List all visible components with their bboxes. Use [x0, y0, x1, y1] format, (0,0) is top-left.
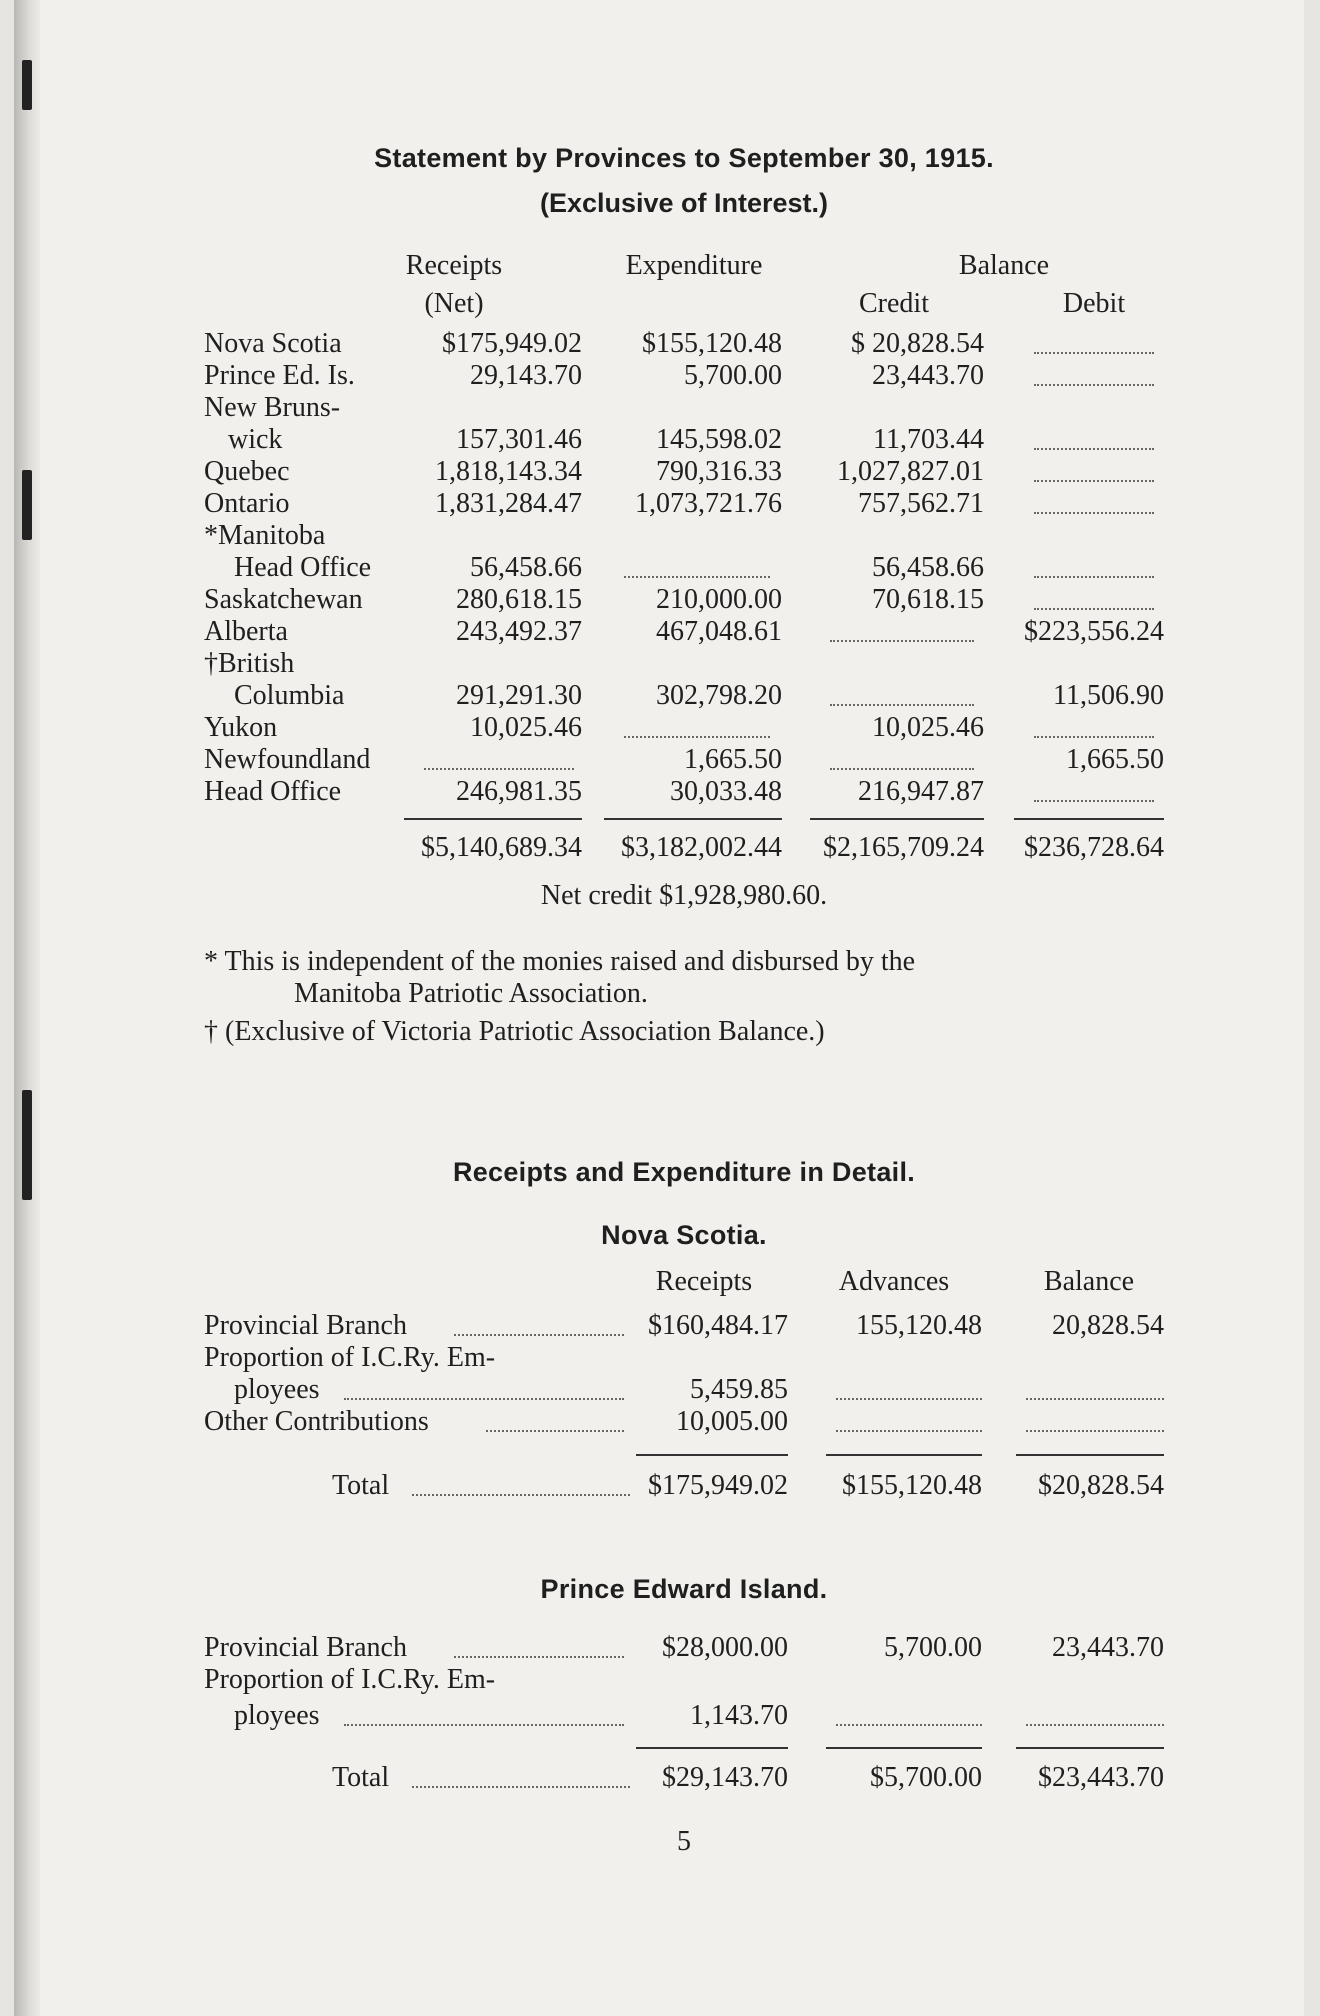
leader-dots — [1034, 448, 1154, 450]
cell-receipts: 56,458.66 — [470, 552, 582, 583]
footnote-star: * This is independent of the monies raised and disbursed by the — [204, 946, 916, 977]
cell-receipts: 291,291.30 — [456, 680, 582, 711]
cell-receipts: 1,818,143.34 — [435, 456, 582, 487]
row-label: †British — [204, 648, 295, 679]
footnote-dagger: † (Exclusive of Victoria Patriotic Association Balance.) — [204, 1016, 825, 1047]
cell-expenditure: 1,073,721.76 — [635, 488, 782, 519]
row-label: Newfoundland — [204, 744, 371, 775]
leader-dots — [412, 1494, 630, 1496]
header-receipts: Receipts — [405, 250, 503, 281]
binding-clip — [22, 470, 32, 540]
row-label: Columbia — [234, 680, 345, 711]
leader-dots — [1026, 1430, 1164, 1432]
pei-title: Prince Edward Island. — [540, 1574, 828, 1604]
cell-credit: 11,703.44 — [873, 424, 984, 455]
leader-dots — [624, 736, 770, 738]
cell-expenditure: 467,048.61 — [656, 616, 782, 647]
binding-clip — [22, 60, 32, 110]
leader-dots — [836, 1398, 982, 1400]
ns-total-receipts: $175,949.02 — [648, 1470, 788, 1501]
cell-credit: 10,025.46 — [872, 712, 984, 743]
leader-dots — [836, 1430, 982, 1432]
leader-dots — [1026, 1724, 1164, 1726]
cell-debit: 1,665.50 — [1066, 744, 1164, 775]
statement-row — [204, 712, 1164, 744]
cell-expenditure: 210,000.00 — [656, 584, 782, 615]
page-spine — [14, 0, 40, 2016]
leader-dots — [1034, 512, 1154, 514]
pei-total-row — [204, 1762, 1164, 1794]
ns-header-balance: Balance — [1043, 1266, 1135, 1297]
row-label: ployees — [234, 1700, 320, 1731]
total-credit: $2,165,709.24 — [823, 832, 984, 863]
ns-header-receipts: Receipts — [655, 1266, 753, 1297]
ns-total-rule — [636, 1454, 788, 1456]
row-label: Quebec — [204, 456, 290, 487]
cell-receipts: 157,301.46 — [456, 424, 582, 455]
ns-total-rule — [826, 1454, 982, 1456]
leader-dots — [1034, 576, 1154, 578]
leader-dots — [424, 768, 574, 770]
total-receipts: $5,140,689.34 — [421, 832, 582, 863]
pei-total-advances: $5,700.00 — [870, 1762, 982, 1793]
cell-receipts: 246,981.35 — [456, 776, 582, 807]
detail-row — [204, 1664, 1164, 1696]
ns-total-label: Total — [332, 1470, 390, 1501]
leader-dots — [344, 1398, 624, 1400]
detail-row — [204, 1310, 1164, 1342]
leader-dots — [624, 576, 770, 578]
detail-row — [204, 1700, 1164, 1732]
cell-expenditure: 790,316.33 — [656, 456, 782, 487]
cell-receipts: 280,618.15 — [456, 584, 582, 615]
statement-title: Statement by Provinces to September 30, 1915. — [374, 143, 994, 173]
header-balance: Balance — [958, 250, 1050, 281]
statement-row — [204, 456, 1164, 488]
statement-row — [204, 648, 1164, 680]
leader-dots — [1034, 736, 1154, 738]
leader-dots — [1026, 1398, 1164, 1400]
cell-receipts: $28,000.00 — [662, 1632, 788, 1663]
cell-expenditure: 302,798.20 — [656, 680, 782, 711]
leader-dots — [454, 1334, 624, 1336]
cell-receipts: 5,459.85 — [690, 1374, 788, 1405]
statement-row — [204, 328, 1164, 360]
cell-advances: 5,700.00 — [884, 1632, 982, 1663]
statement-row — [204, 392, 1164, 424]
detail-row — [204, 1632, 1164, 1664]
cell-receipts: $175,949.02 — [442, 328, 582, 359]
binding-clip — [22, 1090, 32, 1200]
statement-row — [204, 616, 1164, 648]
footnote-star-cont: Manitoba Patriotic Association. — [294, 978, 648, 1009]
row-label: wick — [228, 424, 283, 455]
ns-total-balance: $20,828.54 — [1038, 1470, 1164, 1501]
ns-total-advances: $155,120.48 — [842, 1470, 982, 1501]
cell-expenditure: 145,598.02 — [656, 424, 782, 455]
ns-header-advances: Advances — [838, 1266, 950, 1297]
cell-receipts: 10,025.46 — [470, 712, 582, 743]
leader-dots — [836, 1724, 982, 1726]
document-page — [14, 0, 1304, 2016]
row-label: Provincial Branch — [204, 1310, 407, 1341]
leader-dots — [344, 1724, 624, 1726]
leader-dots — [1034, 800, 1154, 802]
nova-scotia-title: Nova Scotia. — [601, 1220, 767, 1250]
pei-total-rule — [1016, 1747, 1164, 1749]
total-rule — [404, 818, 582, 820]
cell-balance: 23,443.70 — [1052, 1632, 1164, 1663]
pei-total-rule — [826, 1747, 982, 1749]
total-debit: $236,728.64 — [1024, 832, 1164, 863]
cell-expenditure: $155,120.48 — [642, 328, 782, 359]
row-label: Other Contributions — [204, 1406, 429, 1437]
cell-expenditure: 5,700.00 — [684, 360, 782, 391]
total-rule — [1014, 818, 1164, 820]
statement-row — [204, 520, 1164, 552]
cell-expenditure: 1,665.50 — [684, 744, 782, 775]
row-label: ployees — [234, 1374, 320, 1405]
cell-credit: 70,618.15 — [872, 584, 984, 615]
statement-row — [204, 552, 1164, 584]
detail-row — [204, 1374, 1164, 1406]
cell-credit: 56,458.66 — [872, 552, 984, 583]
statement-total-row — [204, 832, 1164, 864]
row-label: Proportion of I.C.Ry. Em- — [204, 1664, 496, 1695]
statement-row — [204, 744, 1164, 776]
cell-receipts: $160,484.17 — [648, 1310, 788, 1341]
cell-balance: 20,828.54 — [1052, 1310, 1164, 1341]
row-label: New Bruns- — [204, 392, 341, 423]
leader-dots — [486, 1430, 624, 1432]
statement-subtitle: (Exclusive of Interest.) — [539, 188, 829, 218]
header-receipts-net: (Net) — [424, 288, 484, 319]
cell-receipts: 10,005.00 — [676, 1406, 788, 1437]
cell-expenditure: 30,033.48 — [670, 776, 782, 807]
statement-row — [204, 776, 1164, 808]
pei-total-label: Total — [332, 1762, 390, 1793]
detail-row — [204, 1406, 1164, 1438]
header-credit: Credit — [859, 288, 929, 319]
ns-total-row — [204, 1470, 1164, 1502]
statement-row — [204, 488, 1164, 520]
row-label: Provincial Branch — [204, 1632, 407, 1663]
page-number: 5 — [677, 1826, 691, 1857]
total-rule — [810, 818, 984, 820]
row-label: Saskatchewan — [204, 584, 363, 615]
cell-credit: 1,027,827.01 — [837, 456, 984, 487]
row-label: Alberta — [204, 616, 288, 647]
cell-receipts: 29,143.70 — [470, 360, 582, 391]
row-label: Prince Ed. Is. — [204, 360, 355, 391]
statement-row — [204, 680, 1164, 712]
statement-row — [204, 584, 1164, 616]
leader-dots — [830, 704, 974, 706]
cell-receipts: 1,143.70 — [690, 1700, 788, 1731]
statement-row — [204, 424, 1164, 456]
row-label: Head Office — [234, 552, 372, 583]
statement-row — [204, 360, 1164, 392]
cell-debit: $223,556.24 — [1024, 616, 1164, 647]
row-label: Nova Scotia — [204, 328, 342, 359]
row-label: Ontario — [204, 488, 290, 519]
leader-dots — [1034, 352, 1154, 354]
cell-receipts: 243,492.37 — [456, 616, 582, 647]
cell-credit: 216,947.87 — [858, 776, 984, 807]
cell-credit: $ 20,828.54 — [851, 328, 984, 359]
leader-dots — [830, 640, 974, 642]
row-label: Yukon — [204, 712, 278, 743]
leader-dots — [454, 1656, 624, 1658]
leader-dots — [412, 1786, 630, 1788]
cell-advances: 155,120.48 — [856, 1310, 982, 1341]
cell-credit: 757,562.71 — [858, 488, 984, 519]
leader-dots — [1034, 384, 1154, 386]
cell-debit: 11,506.90 — [1053, 680, 1164, 711]
header-expenditure: Expenditure — [625, 250, 763, 281]
pei-total-receipts: $29,143.70 — [662, 1762, 788, 1793]
leader-dots — [830, 768, 974, 770]
leader-dots — [1034, 480, 1154, 482]
total-rule — [604, 818, 782, 820]
row-label: Proportion of I.C.Ry. Em- — [204, 1342, 496, 1373]
cell-receipts: 1,831,284.47 — [435, 488, 582, 519]
ns-total-rule — [1016, 1454, 1164, 1456]
row-label: *Manitoba — [204, 520, 326, 551]
detail-title: Receipts and Expenditure in Detail. — [452, 1157, 916, 1187]
pei-total-balance: $23,443.70 — [1038, 1762, 1164, 1793]
header-debit: Debit — [1062, 288, 1126, 319]
net-credit: Net credit $1,928,980.60. — [540, 880, 828, 911]
total-expenditure: $3,182,002.44 — [621, 832, 782, 863]
pei-total-rule — [636, 1747, 788, 1749]
leader-dots — [1034, 608, 1154, 610]
row-label: Head Office — [204, 776, 342, 807]
cell-credit: 23,443.70 — [872, 360, 984, 391]
detail-row — [204, 1342, 1164, 1374]
